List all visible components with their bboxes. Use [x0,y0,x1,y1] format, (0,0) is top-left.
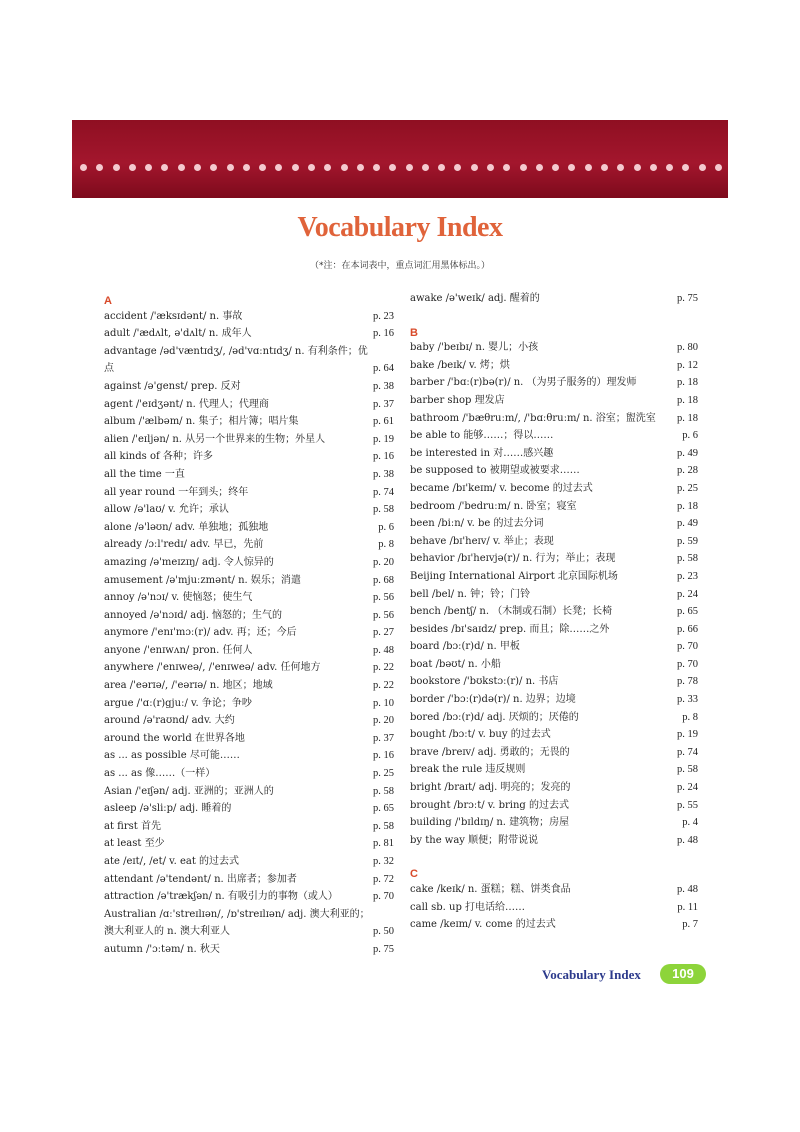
banner-dot [243,164,250,171]
banner-dot [178,164,185,171]
banner-dot [341,164,348,171]
vocab-entry-text: barber /'bɑː(r)bə(r)/ n. （为男子服务的）理发师 [410,377,637,389]
vocab-entry-page: p. 48 [677,834,698,846]
vocab-entry [104,659,394,677]
vocab-entry-text: baby /'beɪbɪ/ n. 婴儿；小孩 [410,342,539,354]
vocab-entry-text: bought /bɔːt/ v. buy 的过去式 [410,729,551,741]
vocab-entry-text: agent /'eɪdʒənt/ n. 代理人；代理商 [104,398,269,410]
vocab-entry [410,726,698,744]
vocab-entry [104,712,394,730]
vocab-entry-text: call sb. up 打电话给…… [410,901,526,913]
banner-dot [601,164,608,171]
vocab-entry [410,744,698,762]
banner-dot [699,164,706,171]
vocab-entry [104,378,394,396]
vocab-entry-text: bright /braɪt/ adj. 明亮的；发亮的 [410,782,571,794]
vocab-entry [104,941,394,959]
vocab-entry-text: album /'ælbəm/ n. 集子；相片簿；唱片集 [104,416,299,428]
vocab-entry [104,730,394,748]
vocab-entry-page: p. 6 [682,430,698,442]
vocab-entry-page: p. 18 [677,377,698,389]
section-letter: A [104,295,112,307]
vocab-entry-page: p. 80 [677,342,698,354]
vocab-entry [104,800,394,818]
vocab-entry-text: asleep /ə'sliːp/ adj. 睡着的 [104,803,232,815]
vocab-entry [410,899,698,917]
vocab-entry-text: argue /'ɑː(r)gjuː/ v. 争论；争吵 [104,697,252,709]
vocab-entry-text: allow /ə'laʊ/ v. 允许；承认 [104,504,229,516]
vocab-entry-page: p. 65 [373,803,394,815]
vocab-entry-page: p. 11 [677,901,698,913]
vocab-entry-text: awake /ə'weɪk/ adj. 醒着的 [410,293,540,304]
vocab-entry-text: Beijing International Airport 北京国际机场 [410,570,618,582]
vocab-entry-text: behavior /bɪ'heɪvjə(r)/ n. 行为；举止；表现 [410,553,616,565]
vocab-entry-text: be interested in 对……感兴趣 [410,447,554,459]
vocab-entry-page: p. 32 [373,856,394,867]
vocab-entry-text: Asian /'eɪʃən/ adj. 亚洲的；亚洲人的 [104,785,274,797]
vocab-entry [104,308,394,326]
vocab-entry-text: as ... as possible 尽可能…… [104,750,240,762]
banner-dot [308,164,315,171]
vocab-entry [410,515,698,533]
banner-dot [585,164,592,171]
banner-dot [422,164,429,171]
vocab-entry [104,325,394,343]
vocab-entry [410,462,698,480]
vocab-entry-page: p. 55 [677,799,698,811]
vocab-entry-page: p. 22 [373,662,394,674]
vocab-entry-text: boat /bəʊt/ n. 小船 [410,658,501,670]
section-letter: C [410,868,418,881]
banner-dot [210,164,217,171]
vocab-entry [104,765,394,783]
vocab-entry-text: board /bɔː(r)d/ n. 甲板 [410,641,520,653]
vocab-entry-page: p. 37 [373,732,394,744]
vocab-entry-page: p. 22 [373,680,394,692]
banner-dot [666,164,673,171]
vocab-entry [410,374,698,392]
vocab-entry-text: by the way 顺便；附带说说 [410,834,539,846]
vocab-entry-text: behave /bɪ'heɪv/ v. 举止；表现 [410,535,554,547]
banner-dot [80,164,87,171]
vocab-entry [104,835,394,853]
vocab-entry-page: p. 64 [373,363,394,375]
vocab-entry-page: p. 19 [677,729,698,741]
vocab-entry-page: p. 75 [677,293,698,304]
vocab-entry [104,607,394,625]
vocab-entry-text: became /bɪ'keɪm/ v. become 的过去式 [410,482,593,494]
vocab-entry [410,480,698,498]
vocab-entry-page: p. 58 [677,764,698,776]
vocab-entry-text: all kinds of 各种；许多 [104,451,213,463]
vocab-entry [104,624,394,642]
vocab-entry-text: around the world 在世界各地 [104,732,245,744]
banner-dot [454,164,461,171]
vocab-entry-text: at first 首先 [104,820,161,832]
banner-dot [536,164,543,171]
vocab-entry [410,586,698,604]
banner-dot [373,164,380,171]
vocab-entry-page: p. 19 [373,433,394,445]
vocab-entry-page: p. 6 [378,521,394,533]
vocab-entry [410,638,698,656]
vocab-entry-page: p. 23 [373,310,394,322]
vocab-entry-text: already /ɔːl'redɪ/ adv. 早已，先前 [104,539,264,551]
vocab-entry [410,427,698,445]
vocab-entry [410,709,698,727]
vocab-entry [410,814,698,832]
vocab-entry-page: p. 33 [677,694,698,706]
vocab-entry-page: p. 72 [373,873,394,885]
vocab-entry-page: p. 74 [677,746,698,758]
vocab-entry [410,392,698,410]
vocab-entry-text: besides /bɪ'saɪdz/ prep. 而且；除……之外 [410,623,610,635]
banner-dot [715,164,722,171]
vocab-entry-page: p. 75 [373,943,394,955]
vocab-entry [104,695,394,713]
vocab-entry-page: p. 4 [682,817,698,829]
vocab-entry-page: p. 10 [373,697,394,709]
vocab-entry-page: p. 28 [677,465,698,477]
vocab-entry-page: p. 59 [677,535,698,547]
vocab-entry [410,656,698,674]
vocab-entry-page: p. 65 [677,606,698,618]
vocab-entry [410,357,698,375]
vocab-entry [410,568,698,586]
vocab-entry [104,431,394,449]
vocab-entry [104,501,394,519]
vocab-entry [104,484,394,502]
banner-dot [438,164,445,171]
vocab-entry-page: p. 20 [373,715,394,727]
vocab-entry-page: p. 18 [677,412,698,424]
vocab-entry-page: p. 68 [373,574,394,586]
vocab-entry-page: p. 37 [373,398,394,410]
vocab-entry-page: p. 18 [677,500,698,512]
vocab-entry [410,550,698,568]
vocab-entry-page: p. 70 [677,641,698,653]
banner-dot [568,164,575,171]
vocab-entry [104,519,394,537]
vocab-entry-text: be supposed to 被期望或被要求…… [410,465,580,477]
banner-dot [682,164,689,171]
vocab-entry [104,536,394,554]
vocab-entry [410,881,698,899]
vocab-entry-page: p. 61 [373,416,394,428]
vocab-entry-page: p. 38 [373,468,394,480]
header-banner [72,120,728,198]
vocab-entry-page: p. 23 [677,570,698,582]
banner-dot [259,164,266,171]
vocab-entry [104,413,394,431]
vocab-entry [410,498,698,516]
vocab-entry-text: brought /brɔːt/ v. bring 的过去式 [410,799,569,811]
page-title: Vocabulary Index [297,212,503,243]
vocab-entry-text: bathroom /'bæθruːm/, /'bɑːθruːm/ n. 浴室；盥洗室 [410,412,656,424]
vocab-entry-page: p. 12 [677,359,698,371]
vocab-entry-page: p. 56 [373,609,394,621]
vocab-entry-page: p. 25 [677,482,698,494]
vocab-entry [104,888,394,906]
vocab-entry-text: bell /bel/ n. 钟；铃；门铃 [410,588,531,600]
vocab-entry [410,339,698,357]
vocab-entry [104,677,394,695]
banner-dot [324,164,331,171]
vocab-entry-text: all the time 一直 [104,468,185,480]
banner-dot [113,164,120,171]
vocab-entry-text: amazing /ə'meɪzɪŋ/ adj. 令人惊异的 [104,556,274,568]
banner-dot [145,164,152,171]
vocab-entry-page: p. 58 [373,504,394,516]
vocab-entry [410,779,698,797]
vocab-entry [104,466,394,484]
banner-dot [406,164,413,171]
vocab-entry-text: bake /beɪk/ v. 烤；烘 [410,359,510,371]
vocab-entry [410,916,698,934]
vocab-entry [104,747,394,765]
vocab-entry-text: anymore /'enɪ'mɔː(r)/ adv. 再；还；今后 [104,627,297,639]
vocab-entry [104,396,394,414]
index-note: （*注：在本词表中，重点词汇用黑体标出。） [309,261,490,271]
banner-dot [617,164,624,171]
vocab-entry [410,621,698,639]
vocab-entry [104,871,394,889]
vocab-entry-text: Australian /ɑː'streɪlɪən/, /ɒ'streɪlɪən/ adj. 澳大利亚的；澳大利亚人的 n. 澳大利亚人 [104,908,370,938]
vocab-entry-text: bored /bɔː(r)d/ adj. 厌烦的；厌倦的 [410,711,579,723]
vocab-entry-page: p. 8 [682,711,698,723]
banner-dot [357,164,364,171]
vocab-entry-page: p. 20 [373,556,394,568]
vocab-entry [410,673,698,691]
vocab-entry-page: p. 66 [677,623,698,635]
vocab-entry-text: annoy /ə'nɔɪ/ v. 使恼怒；使生气 [104,592,253,604]
vocab-entry-text: advantage /əd'væntɪdʒ/, /əd'vɑːntɪdʒ/ n. 有利条件；优点 [104,345,368,375]
page-number-badge: 109 [660,964,706,984]
vocab-entry-text: against /ə'genst/ prep. 反对 [104,380,241,392]
banner-dot [503,164,510,171]
vocab-entry-text: amusement /ə'mjuːzmənt/ n. 娱乐；消遣 [104,574,301,586]
vocab-entry-page: p. 81 [373,838,394,850]
banner-dot [96,164,103,171]
banner-dot [552,164,559,171]
vocab-entry-text: adult /'ædʌlt, ə'dʌlt/ n. 成年人 [104,328,252,340]
vocab-entry-page: p. 38 [373,380,394,392]
vocab-entry-text: at least 至少 [104,838,165,850]
vocab-entry [410,290,698,308]
vocab-entry-text: been /biːn/ v. be 的过去分词 [410,518,544,530]
vocab-entry-text: attraction /ə'trækʃən/ n. 有吸引力的事物（或人） [104,891,338,903]
banner-dot [650,164,657,171]
vocab-entry [104,783,394,801]
vocab-entry-page: p. 48 [373,644,394,656]
vocab-entry-page: p. 49 [677,518,698,530]
vocab-entry [410,797,698,815]
vocab-entry-page: p. 18 [677,394,698,406]
vocab-entry-text: be able to 能够……；得以…… [410,430,554,442]
vocab-entry [104,853,394,871]
vocab-entry [410,832,698,850]
vocab-entry [410,410,698,428]
vocab-entry-page: p. 16 [373,750,394,762]
vocab-entry-text: anyone /'enɪwʌn/ pron. 任何人 [104,644,253,656]
vocab-entry-page: p. 16 [373,328,394,340]
banner-dot [487,164,494,171]
vocab-entry-page: p. 50 [373,926,394,938]
banner-dot [161,164,168,171]
vocab-entry-page: p. 58 [373,785,394,797]
section-gap [410,308,698,322]
vocab-entry [104,343,394,378]
footer-label: Vocabulary Index [542,967,641,982]
vocab-entry-page: p. 27 [373,627,394,639]
vocab-entry [104,642,394,660]
right-column [410,290,698,934]
vocab-entry-text: as ... as 像……（一样） [104,768,216,780]
banner-dot [292,164,299,171]
vocab-entry-page: p. 49 [677,447,698,459]
vocab-entry-text: alien /'eɪljən/ n. 从另一个世界来的生物；外星人 [104,433,326,445]
vocab-entry-text: bookstore /'bʊkstɔː(r)/ n. 书店 [410,676,559,688]
vocab-entry-text: bench /bentʃ/ n. （木制或石制）长凳；长椅 [410,606,613,618]
vocab-entry [410,533,698,551]
vocab-entry-text: border /'bɔː(r)də(r)/ n. 边界；边境 [410,694,576,706]
vocab-entry-text: brave /breɪv/ adj. 勇敢的；无畏的 [410,746,570,758]
vocab-entry-text: barber shop 理发店 [410,394,505,406]
vocab-entry-page: p. 24 [677,782,698,794]
vocab-entry-page: p. 58 [373,820,394,832]
vocab-entry-text: accident /'æksɪdənt/ n. 事故 [104,310,243,322]
vocab-entry-page: p. 8 [378,539,394,551]
vocab-entry-text: autumn /'ɔːtəm/ n. 秋天 [104,943,220,955]
vocab-entry-text: annoyed /ə'nɔɪd/ adj. 恼怒的；生气的 [104,609,283,621]
banner-dot [634,164,641,171]
vocab-entry [104,448,394,466]
banner-dots [80,164,722,174]
vocab-entry-text: bedroom /'bedruːm/ n. 卧室；寝室 [410,500,577,512]
banner-dot [275,164,282,171]
vocab-entry [410,691,698,709]
vocab-entry-page: p. 7 [682,919,698,931]
vocab-entry-text: anywhere /'enɪweə/, /'enɪweə/ adv. 任何地方 [104,662,321,674]
vocab-entry-page: p. 24 [677,588,698,600]
vocab-entry [104,906,394,941]
vocab-entry-page: p. 78 [677,676,698,688]
vocab-entry-page: p. 56 [373,592,394,604]
vocab-entry-text: cake /keɪk/ n. 蛋糕；糕、饼类食品 [410,884,571,895]
vocab-entry [104,572,394,590]
vocab-entry-page: p. 70 [677,658,698,670]
banner-dot [129,164,136,171]
vocab-entry-text: around /ə'raʊnd/ adv. 大约 [104,715,235,727]
vocab-entry-text: building /'bɪldɪŋ/ n. 建筑物；房屋 [410,817,570,829]
vocab-entry-text: break the rule 违反规则 [410,764,526,776]
vocab-entry-page: p. 16 [373,451,394,463]
banner-dot [227,164,234,171]
vocab-entry-page: p. 25 [373,768,394,780]
vocab-entry-page: p. 74 [373,486,394,498]
vocab-entry [104,589,394,607]
banner-dot [520,164,527,171]
section-gap [410,849,698,863]
vocab-entry-text: ate /eɪt/, /et/ v. eat 的过去式 [104,856,240,867]
vocab-entry-text: attendant /ə'tendənt/ n. 出席者；参加者 [104,873,297,885]
vocab-entry [104,554,394,572]
vocab-entry-text: alone /ə'ləʊn/ adv. 单独地；孤独地 [104,521,269,533]
vocab-entry [410,603,698,621]
vocab-entry-page: p. 58 [677,553,698,565]
vocab-entry-text: all year round 一年到头；终年 [104,486,249,498]
left-column [104,290,394,959]
vocab-entry-page: p. 70 [373,891,394,903]
vocab-entry [410,445,698,463]
banner-dot [194,164,201,171]
vocab-entry-page: p. 48 [677,884,698,895]
banner-dot [389,164,396,171]
vocab-entry-text: came /keɪm/ v. come 的过去式 [410,919,556,931]
banner-dot [471,164,478,171]
vocab-entry [104,818,394,836]
section-letter: B [410,326,418,339]
vocab-entry-text: area /'eərɪə/, /'eərɪə/ n. 地区；地域 [104,680,273,692]
vocab-entry [410,761,698,779]
